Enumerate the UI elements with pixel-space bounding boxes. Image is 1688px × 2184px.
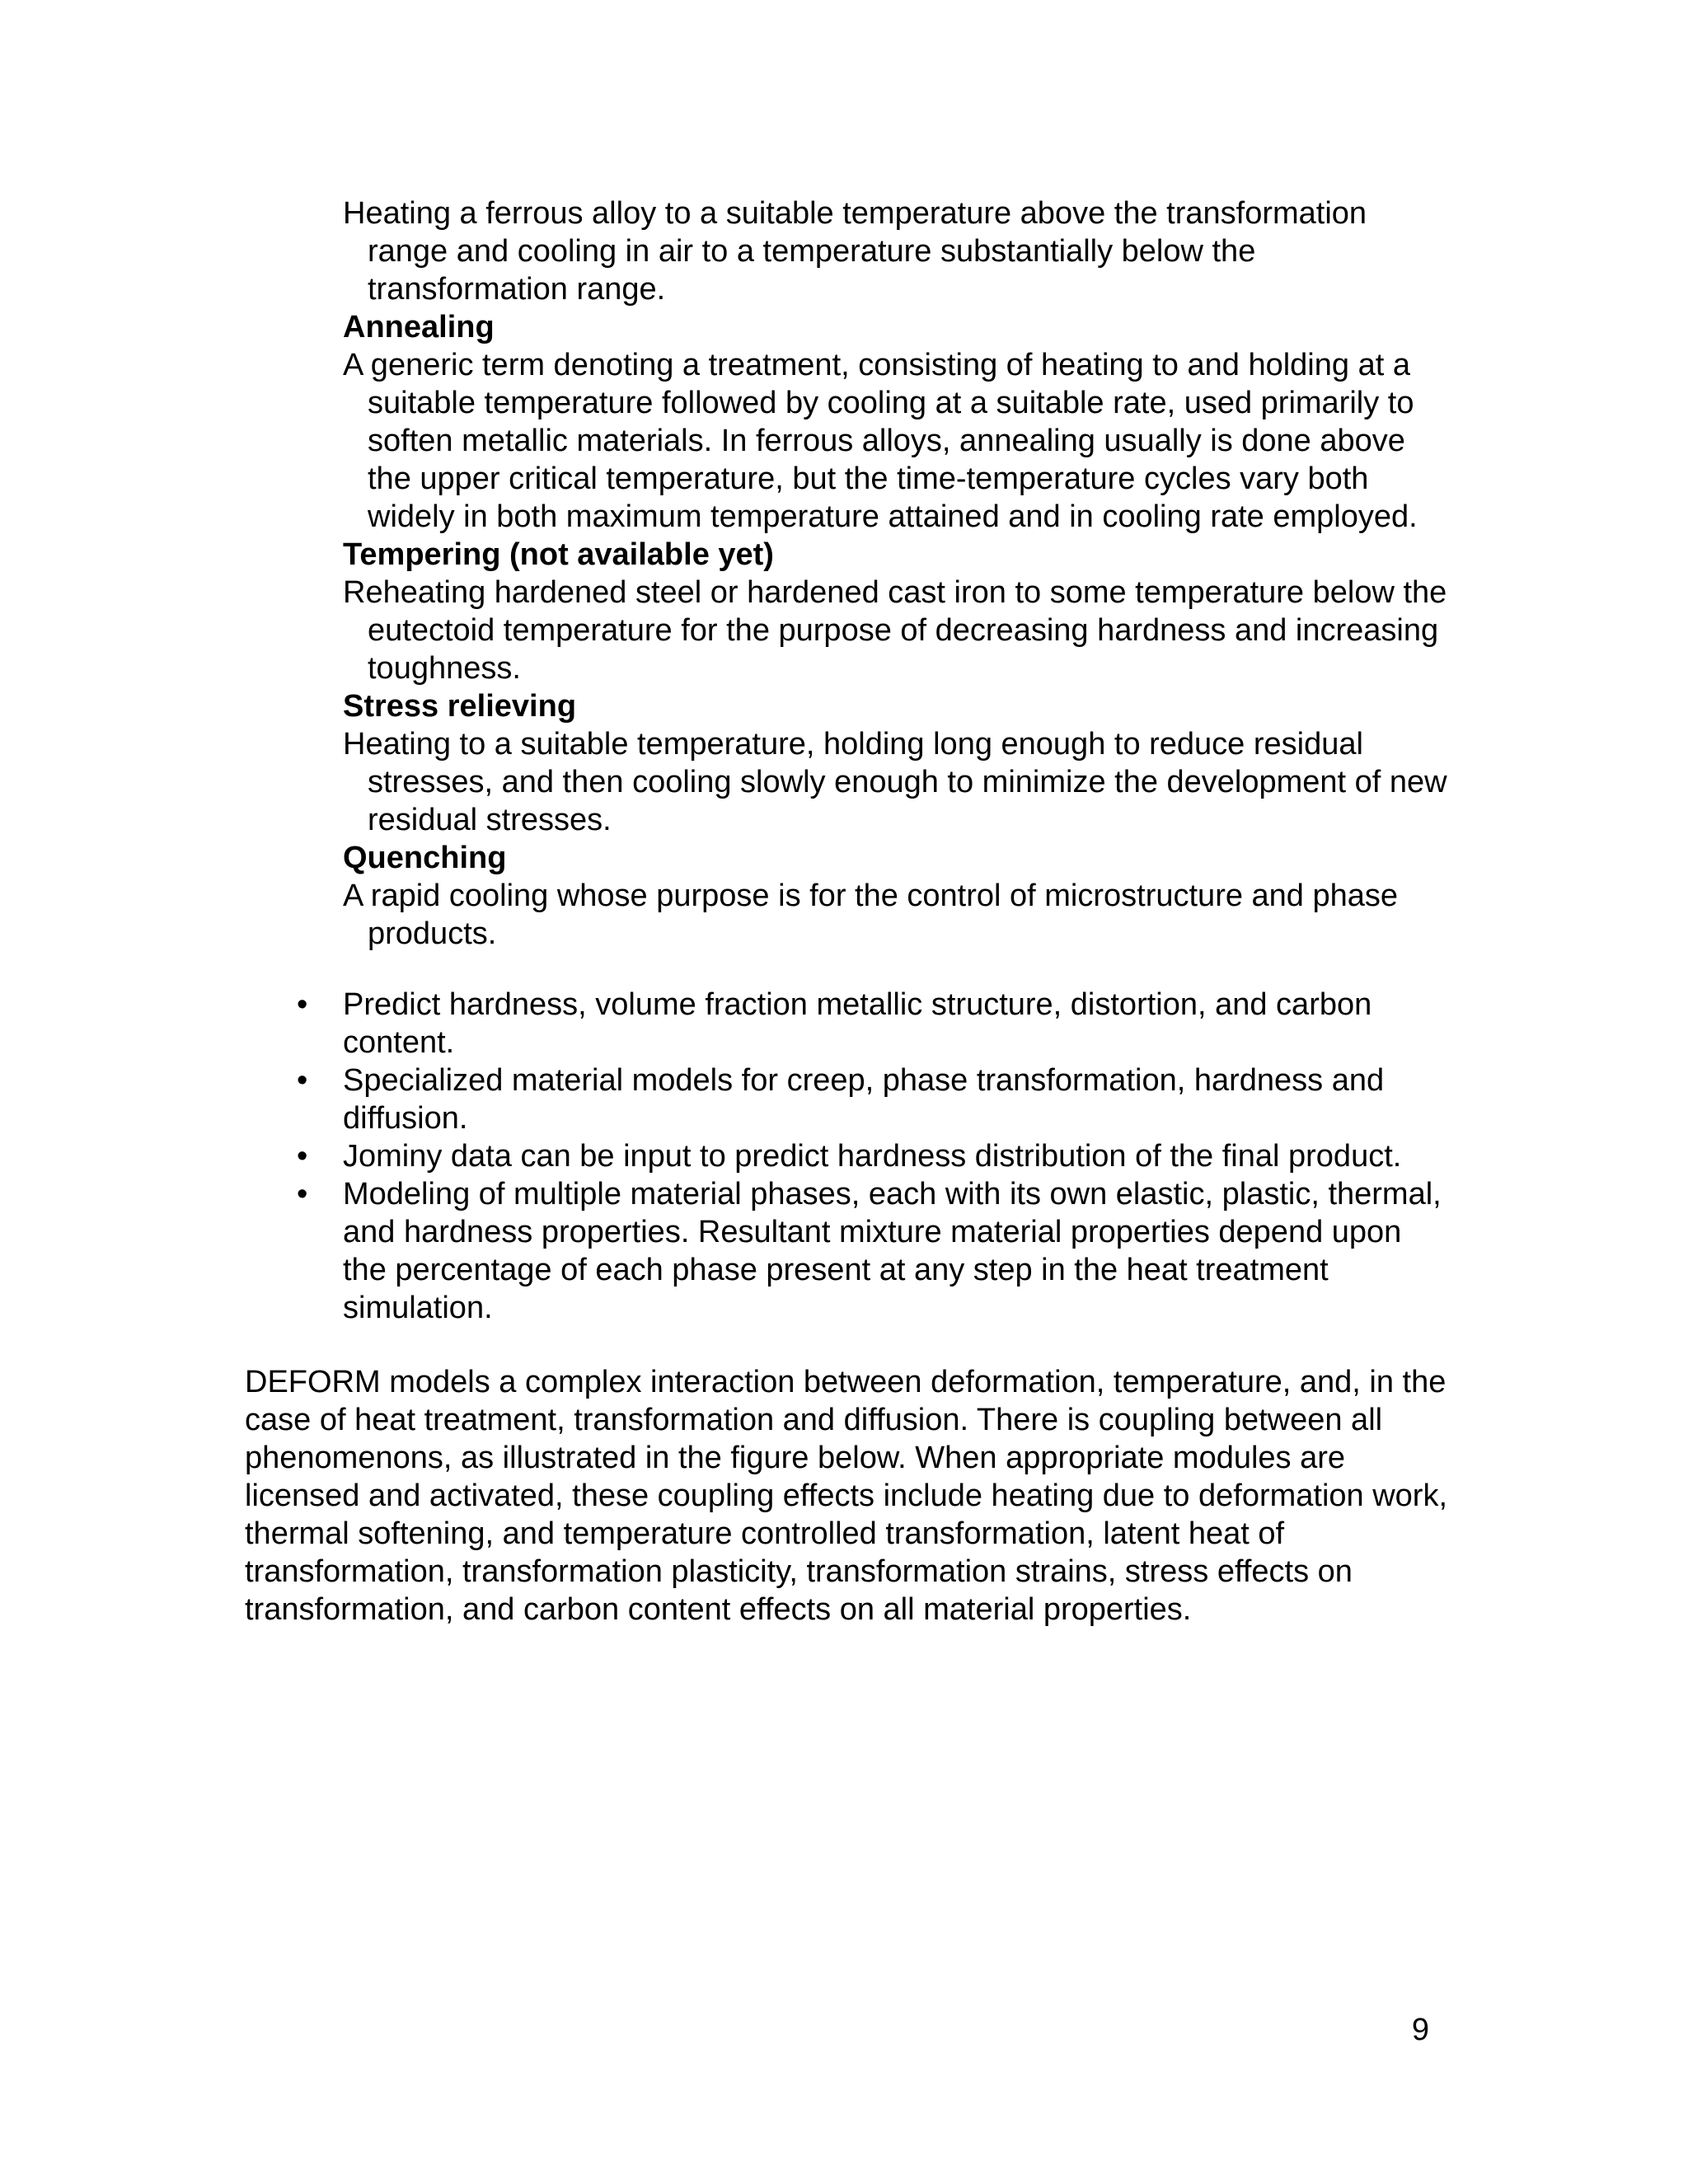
bullet-icon: • — [297, 987, 308, 1022]
list-item — [297, 1062, 1447, 1137]
bullet-text: Predict hardness, volume fraction metallic structure, distortion, and carbon content. — [343, 987, 1372, 1060]
bullet-icon: • — [297, 1139, 308, 1174]
list-item — [297, 1175, 1447, 1327]
quenching-definition: A rapid cooling whose purpose is for the control of microstructure and phase products. — [343, 879, 1399, 951]
definition-list — [343, 194, 1447, 953]
stress-relieving-definition: Heating to a suitable temperature, holding long enough to reduce residual stresses, and then cooling slowly enough to minimize the development of new residual stresses. — [343, 727, 1447, 837]
normalizing-definition: Heating a ferrous alloy to a suitable temperature above the transformation range and cooling in air to a temperature substantially below the transformation range. — [343, 196, 1367, 307]
annealing-definition: A generic term denoting a treatment, consisting of heating to and holding at a suitable temperature followed by cooling at a suitable rate, used primarily to soften metallic materials. In ferrous alloys, annealing usually is done above the upper critical temperature, but the time-temperature cycles vary both widely in both maximum temperature attained and in cooling rate employed. — [343, 348, 1418, 534]
bullet-text: Specialized material models for creep, phase transformation, hardness and diffusion. — [343, 1063, 1385, 1136]
stress-relieving-heading: Stress relieving — [343, 689, 577, 724]
annealing-heading: Annealing — [343, 310, 495, 344]
quenching-heading: Quenching — [343, 841, 507, 875]
bullet-text: Modeling of multiple material phases, each with its own elastic, plastic, thermal, and hardness properties. Resultant mixture material properties depend upon the percentage of each phase present at any step in the heat treatment simulation. — [343, 1177, 1442, 1325]
closing-paragraph: DEFORM models a complex interaction between deformation, temperature, and, in the case of heat treatment, transformation and diffusion. There is coupling between all phenomenons, as illustrated in the figure below. When appropriate modules are licensed and activated, these coupling effects include heating due to deformation work, thermal softening, and temperature controlled transformation, latent heat of transformation, transformation plasticity, transformation strains, stress effects on transformation, and carbon content effects on all material properties. — [245, 1365, 1448, 1627]
list-item — [297, 986, 1447, 1062]
bullet-icon: • — [297, 1063, 308, 1098]
tempering-definition: Reheating hardened steel or hardened cast iron to some temperature below the eutectoid temperature for the purpose of decreasing hardness and increasing toughness. — [343, 575, 1447, 686]
feature-bullet-list — [297, 986, 1447, 1327]
tempering-heading: Tempering (not available yet) — [343, 537, 774, 572]
bullet-icon: • — [297, 1177, 308, 1212]
bullet-text: Jominy data can be input to predict hardness distribution of the final product. — [343, 1139, 1402, 1174]
list-item — [297, 1137, 1447, 1175]
page-number: 9 — [1411, 2013, 1429, 2047]
